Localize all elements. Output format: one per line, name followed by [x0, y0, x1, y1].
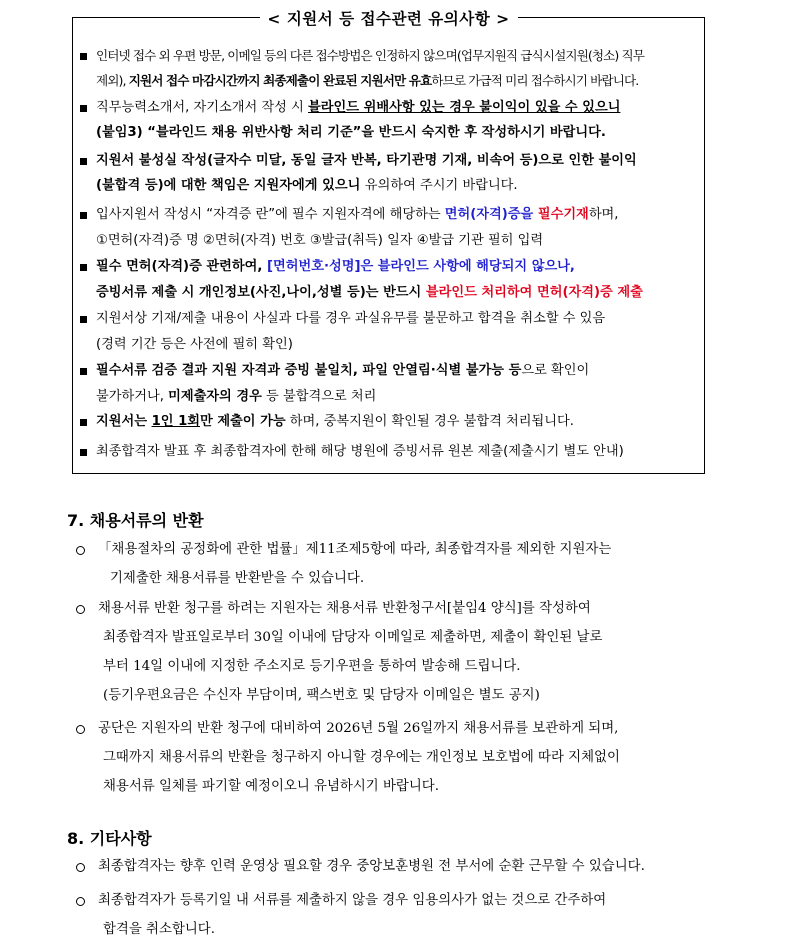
bullet-circle-icon [76, 725, 85, 734]
paragraph-line: 부터 14일 이내에 지정한 주소지로 등기우편을 통하여 발송해 드립니다. [103, 659, 521, 674]
section-7-title: 7. 채용서류의 반환 [67, 511, 204, 530]
notice-text-segment: 미제출자의 경우 [168, 389, 262, 404]
notice-text-segment: 등 불합격으로 처리 [261, 389, 377, 404]
bullet-square-icon [80, 368, 87, 375]
bullet-square-icon [80, 105, 87, 112]
bullet-circle-icon [76, 897, 85, 906]
notice-text-segment: 지원서 접수 마감시간까지 최종제출이 완료된 지원서만 유효 [128, 73, 432, 88]
notice-text-segment: 필수기재 [537, 207, 589, 222]
notice-item-line [96, 232, 543, 250]
notice-text-segment: (불합격 등)에 대한 책임은 지원자에게 있으니 [96, 178, 365, 193]
notice-text-segment: 지원서는 [96, 414, 152, 429]
notice-item-line [96, 99, 620, 117]
bullet-square-icon [80, 264, 87, 271]
notice-text-segment: 1인 1회 [151, 414, 200, 429]
paragraph-line: 최종합격자는 향후 인력 운영상 필요할 경우 중앙보훈병원 전 부서에 순환 근무할 수 있습니다. [98, 859, 645, 874]
notice-text-segment: 지원서상 기재/제출 내용이 사실과 다를 경우 과실유무를 불문하고 합격을 취소할 수 있음 [96, 311, 606, 326]
notice-text-segment: (붙임3) “블라인드 채용 위반사항 처리 기준”을 반드시 숙지한 후 작성하시기 바랍니다. [96, 125, 606, 140]
bullet-square-icon [80, 316, 87, 323]
paragraph-line: 합격을 취소합니다. [103, 922, 215, 937]
bullet-square-icon [80, 212, 87, 219]
notice-title: < 지원서 등 접수관련 유의사항 > [259, 7, 517, 29]
bullet-square-icon [80, 53, 87, 60]
bullet-circle-icon [76, 605, 85, 614]
notice-item-line [96, 258, 575, 276]
paragraph-line: 「채용절차의 공정화에 관한 법률」제11조제5항에 따라, 최종합격자를 제외한 지원자는 [98, 542, 612, 557]
notice-text-segment: 만 제출이 가능 [199, 414, 286, 429]
notice-text-segment: ①면허(자격)증 명 ②면허(자격) 번호 ③발급(취득) 일자 ④발급 기관 필히 입력 [96, 233, 544, 248]
notice-text-segment: 불가하거나, [96, 389, 169, 404]
notice-text-segment: 하므로 가급적 미리 접수하시기 바랍니다. [431, 73, 639, 88]
notice-item-line [96, 177, 518, 195]
notice-text-segment: 하며, 중복지원이 확인될 경우 불합격 처리됩니다. [285, 414, 574, 429]
notice-item-line [96, 362, 589, 380]
paragraph-line: (등기우편요금은 수신자 부담이며, 팩스번호 및 담당자 이메일은 별도 공지) [103, 688, 540, 703]
bullet-square-icon [80, 449, 87, 456]
bullet-square-icon [80, 158, 87, 165]
notice-text-segment: 증빙서류 제출 시 개인정보(사진,나이,성별 등)는 반드시 [96, 285, 426, 300]
bullet-circle-icon [76, 863, 85, 872]
paragraph-line: 기제출한 채용서류를 반환받을 수 있습니다. [110, 571, 365, 586]
notice-text-segment: 제외), [96, 73, 129, 88]
notice-item-line [96, 336, 293, 354]
notice-item-line [96, 310, 605, 328]
notice-item-line [96, 152, 637, 170]
notice-text-segment: 직무능력소개서, 자기소개서 작성 시 [96, 100, 309, 115]
paragraph-line: 최종합격자가 등록기일 내 서류를 제출하지 않을 경우 임용의사가 없는 것으로 간주하여 [98, 893, 607, 908]
notice-text-segment: 필수서류 검증 결과 지원 자격과 증빙 불일치, 파일 안열림·식별 불가능 등 [96, 363, 522, 378]
paragraph-line: 채용서류 반환 청구를 하려는 지원자는 채용서류 반환청구서[붙임4 양식]를 작성하여 [98, 601, 591, 616]
paragraph-line: 최종합격자 발표일로부터 30일 이내에 담당자 이메일로 제출하면, 제출이 확인된 날로 [103, 630, 603, 645]
notice-item-line [96, 443, 624, 461]
notice-text-segment: 블라인드 위배사항 있는 경우 불이익이 있을 수 있으니 [308, 100, 621, 115]
section-8-title: 8. 기타사항 [67, 829, 152, 848]
notice-item-line [96, 72, 638, 90]
bullet-square-icon [80, 419, 87, 426]
notice-text-segment: [면허번호·성명]은 블라인드 사항에 해당되지 않으나, [266, 259, 575, 274]
notice-item-line [96, 388, 376, 406]
notice-item-line [96, 47, 644, 65]
notice-text-segment: 필수 면허(자격)증 관련하여, [96, 259, 267, 274]
notice-item-line [96, 284, 643, 302]
notice-item-line [96, 124, 606, 142]
notice-text-segment: 으로 확인이 [521, 363, 590, 378]
notice-text-segment: 블라인드 처리하여 면허(자격)증 제출 [425, 285, 643, 300]
notice-text-segment: 유의하여 주시기 바랍니다. [364, 178, 518, 193]
notice-text-segment: 최종합격자 발표 후 최종합격자에 한해 해당 병원에 증빙서류 원본 제출(제출시기 별도 안내) [96, 444, 624, 459]
bullet-circle-icon [76, 546, 85, 555]
paragraph-line: 공단은 지원자의 반환 청구에 대비하여 2026년 5월 26일까지 채용서류를 보관하게 되며, [98, 721, 619, 736]
paragraph-line: 그때까지 채용서류의 반환을 청구하지 아니할 경우에는 개인정보 보호법에 따라 지체없이 [103, 750, 620, 765]
notice-item-line [96, 413, 574, 431]
notice-text-segment: 지원서 불성실 작성(글자수 미달, 동일 글자 반복, 타기관명 기재, 비속어 등)으로 인한 불이익 [96, 153, 637, 168]
paragraph-line: 채용서류 일체를 파기할 예정이오니 유념하시기 바랍니다. [103, 779, 439, 794]
notice-text-segment: 인터넷 접수 외 우편 방문, 이메일 등의 다른 접수방법은 인정하지 않으며(업무지원직 급식시설지원(청소) 직무 [96, 48, 645, 63]
notice-text-segment: 입사지원서 작성시 “자격증 란”에 필수 지원자격에 해당하는 [96, 207, 445, 222]
notice-text-segment: 면허(자격)증을 [444, 207, 538, 222]
notice-text-segment: 하며, [588, 207, 619, 222]
notice-text-segment: (경력 기간 등은 사전에 필히 확인) [96, 337, 293, 352]
notice-item-line [96, 206, 618, 224]
